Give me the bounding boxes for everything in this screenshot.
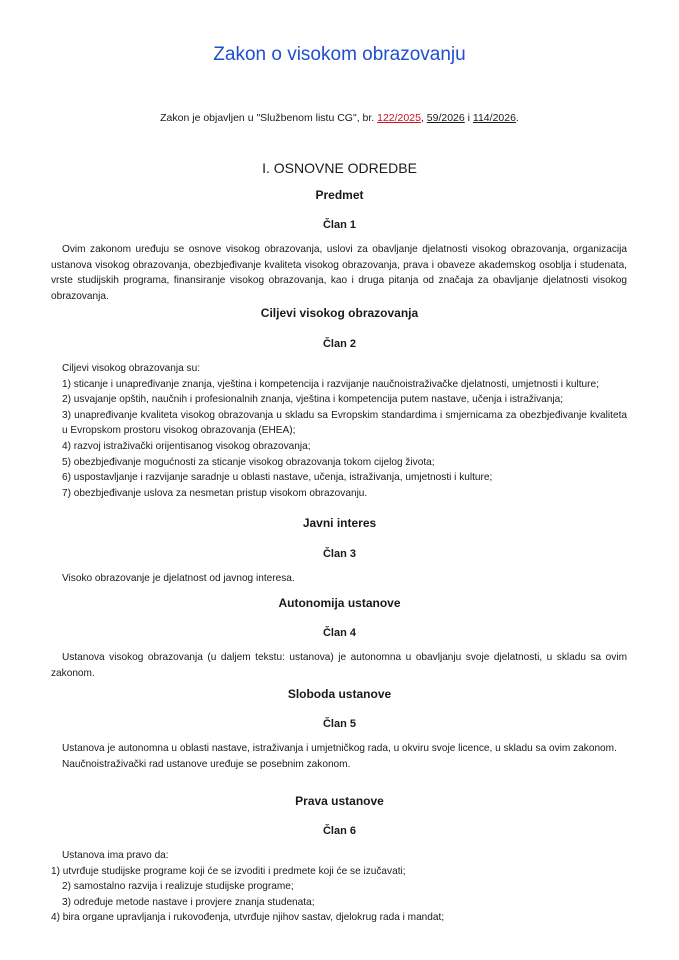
list-intro: Ciljevi visokog obrazovanja su: [62,363,201,374]
list-item: 2) samostalno razvija i realizuje studijske programe; [62,881,294,893]
list-item: 4) bira organe upravljanja i rukovođenja, utvrđuje njihov sastav, djelokrug rada i mandat; [51,912,445,924]
list-item: 4) razvoj istraživački orijentisanog visokog obrazovanja; [62,440,311,452]
list-item: 1) utvrđuje studijske programe koji će se izvoditi i predmete koji će se izučavati; [51,865,406,877]
article-number: Član 3 [322,548,356,560]
document-title: Zakon o visokom obrazovanju [213,44,466,65]
paragraph-line: Ustanova je autonomna u oblasti nastave, istraživanja i umjetničkog rada, u okviru svoje licence, u skladu sa ovim zakonom. [62,743,617,754]
section-heading: Predmet [315,188,364,202]
section-heading: Ciljevi visokog obrazovanja [260,306,419,320]
publication-prefix: Zakon je objavljen u "Službenom listu CG", br. [160,112,378,124]
list-item: 5) obezbjeđivanje mogućnosti za sticanje visokog obrazovanja tokom cijelog života; [62,456,435,468]
article-list [51,361,627,501]
list-item: 2) usvajanje opštih, naučnih i profesionalnih znanja, vještina i kompetencija putem nastave, učenja i istraživanja; [62,394,564,406]
gazette-ref-link[interactable]: 122/2025 [377,112,421,124]
chapter-heading: I. OSNOVNE ODREDBE [262,160,417,176]
article-number: Član 2 [322,338,356,350]
section-heading: Sloboda ustanove [287,687,392,701]
article-number: Član 5 [322,718,356,730]
section-heading: Prava ustanove [295,794,384,808]
list-item: 7) obezbjeđivanje uslova za nesmetan pristup visokom obrazovanju. [62,487,368,499]
article-number: Član 6 [322,825,356,837]
article-paragraph: Visoko obrazovanje je djelatnost od javnog interesa. [62,573,295,584]
section-heading: Javni interes [302,516,377,530]
separator: , [420,112,427,124]
article-paragraph: Ovim zakonom uređuju se osnove visokog obrazovanja, uslovi za obavljanje djelatnosti visokog obrazovanja, organizacija ustanova visokog obrazovanja, obezbjeđivanje kvaliteta visokog obrazovanja, prava i obaveze akademskog osoblja i studenata, vrste studijskih programa, finansiranje visokog obrazovanja, kao i druga pitanja od značaja za obavljanje djelatnosti visokog obrazovanja. [51,244,627,302]
article-number: Član 1 [322,219,356,231]
gazette-ref-link[interactable]: 59/2026 [426,112,465,124]
article-paragraph [51,741,627,772]
article-list [51,848,627,926]
list-item: 6) uspostavljanje i razvijanje saradnje u oblasti nastave, učenja, istraživanja, umjetnosti i kulture; [62,472,493,484]
section-heading: Autonomija ustanove [278,596,401,610]
paragraph-line: Naučnoistraživački rad ustanove uređuje se posebnim zakonom. [62,758,351,770]
list-item: 3) unapređivanje kvaliteta visokog obrazovanja u skladu sa Evropskim standardima i smjernicama za obezbjeđivanje kvaliteta u Evropskom prostoru visokog obrazovanja (EHEA); [62,409,627,437]
separator: i [464,112,473,124]
gazette-ref-link[interactable]: 114/2026 [472,112,516,124]
list-item: 1) sticanje i unapređivanje znanja, vještina i kompetencija i razvijanje naučnoistraživačke djelatnosti, umjetnosti i kulture; [62,378,599,390]
article-paragraph: Ustanova visokog obrazovanja (u daljem tekstu: ustanova) je autonomna u obavljanju svoje djelatnosti, u skladu sa ovim zakonom. [51,652,627,679]
publication-note [0,112,679,124]
list-intro: Ustanova ima pravo da: [62,850,169,861]
list-item: 3) određuje metode nastave i provjere znanja studenata; [62,896,315,908]
separator: . [515,112,519,124]
article-number: Član 4 [322,627,356,639]
